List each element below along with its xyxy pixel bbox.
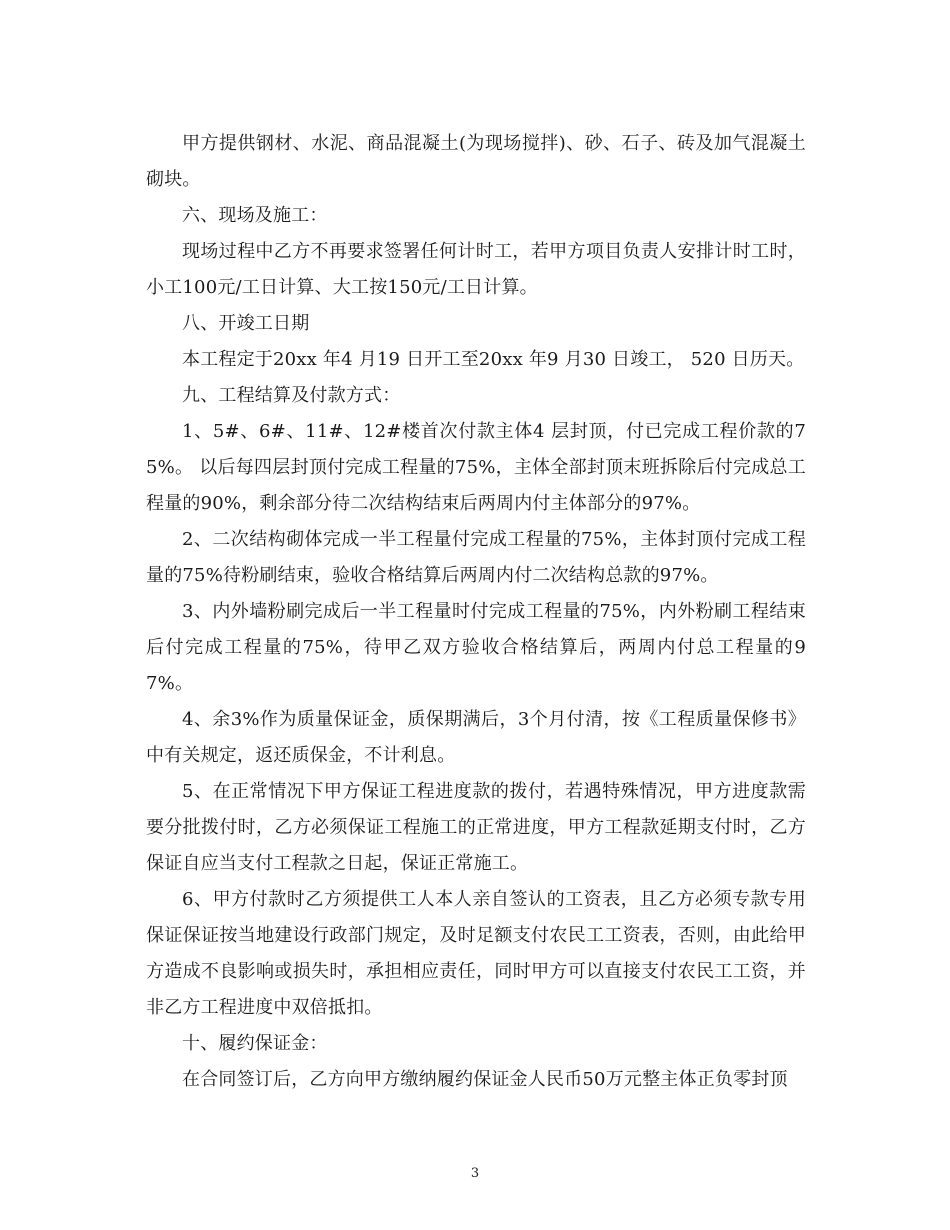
paragraph-payment-item-1: 1、5#、6#、11#、12#楼首次付款主体4 层封顶，付已完成工程价款的75%。 以后每四层封顶付完成工程量的75%，主体全部封顶末班拆除后付完成总工程量的90%，剩余部分待二次结构结束后两周内付主体部分的97%。 bbox=[146, 421, 806, 514]
heading-performance-bond: 十、履约保证金： bbox=[182, 1033, 328, 1054]
page-number: 3 bbox=[470, 1166, 480, 1181]
paragraph-payment-item-2: 2、二次结构砌体完成一半工程量付完成工程量的75%，主体封顶付完成工程量的75%待粉刷结束，验收合格结算后两周内付二次结构总款的97%。 bbox=[146, 529, 806, 586]
paragraph-performance-bond: 在合同签订后，乙方向甲方缴纳履约保证金人民币50万元整主体正负零封顶 bbox=[182, 1069, 788, 1090]
paragraph-payment-item-6: 6、甲方付款时乙方须提供工人本人亲自签认的工资表，且乙方必须专款专用保证保证按当地建设行政部门规定，及时足额支付农民工工资表，否则，由此给甲方造成不良影响或损失时，承担相应责任，同时甲方可以直接支付农民工工资，并非乙方工程进度中双倍抵扣。 bbox=[146, 889, 806, 1018]
heading-settlement-payment: 九、工程结算及付款方式： bbox=[182, 385, 401, 406]
heading-site-construction: 六、现场及施工： bbox=[182, 205, 328, 226]
paragraph-payment-item-3: 3、内外墙粉刷完成后一半工程量时付完成工程量的75%，内外粉刷工程结束后付完成工程量的75%，待甲乙双方验收合格结算后，两周内付总工程量的97%。 bbox=[146, 601, 806, 694]
paragraph-payment-item-5: 5、在正常情况下甲方保证工程进度款的拨付，若遇特殊情况，甲方进度款需要分批拨付时，乙方必须保证工程施工的正常进度，甲方工程款延期支付时，乙方保证自应当支付工程款之日起，保证正常施工。 bbox=[146, 781, 806, 874]
paragraph-materials: 甲方提供钢材、水泥、商品混凝土(为现场搅拌)、砂、石子、砖及加气混凝土砌块。 bbox=[146, 133, 806, 190]
document-body bbox=[146, 126, 806, 1098]
paragraph-hourly-work: 现场过程中乙方不再要求签署任何计时工，若甲方项目负责人安排计时工时，小工100元/工日计算、大工按150元/工日计算。 bbox=[146, 241, 806, 298]
heading-start-completion-dates: 八、开竣工日期 bbox=[182, 313, 310, 334]
paragraph-schedule: 本工程定于20xx 年4 月19 日开工至20xx 年9 月30 日竣工， 520 日历天。 bbox=[182, 349, 805, 370]
paragraph-payment-item-4: 4、余3%作为质量保证金，质保期满后，3个月付清，按《工程质量保修书》中有关规定，返还质保金，不计利息。 bbox=[146, 709, 806, 766]
